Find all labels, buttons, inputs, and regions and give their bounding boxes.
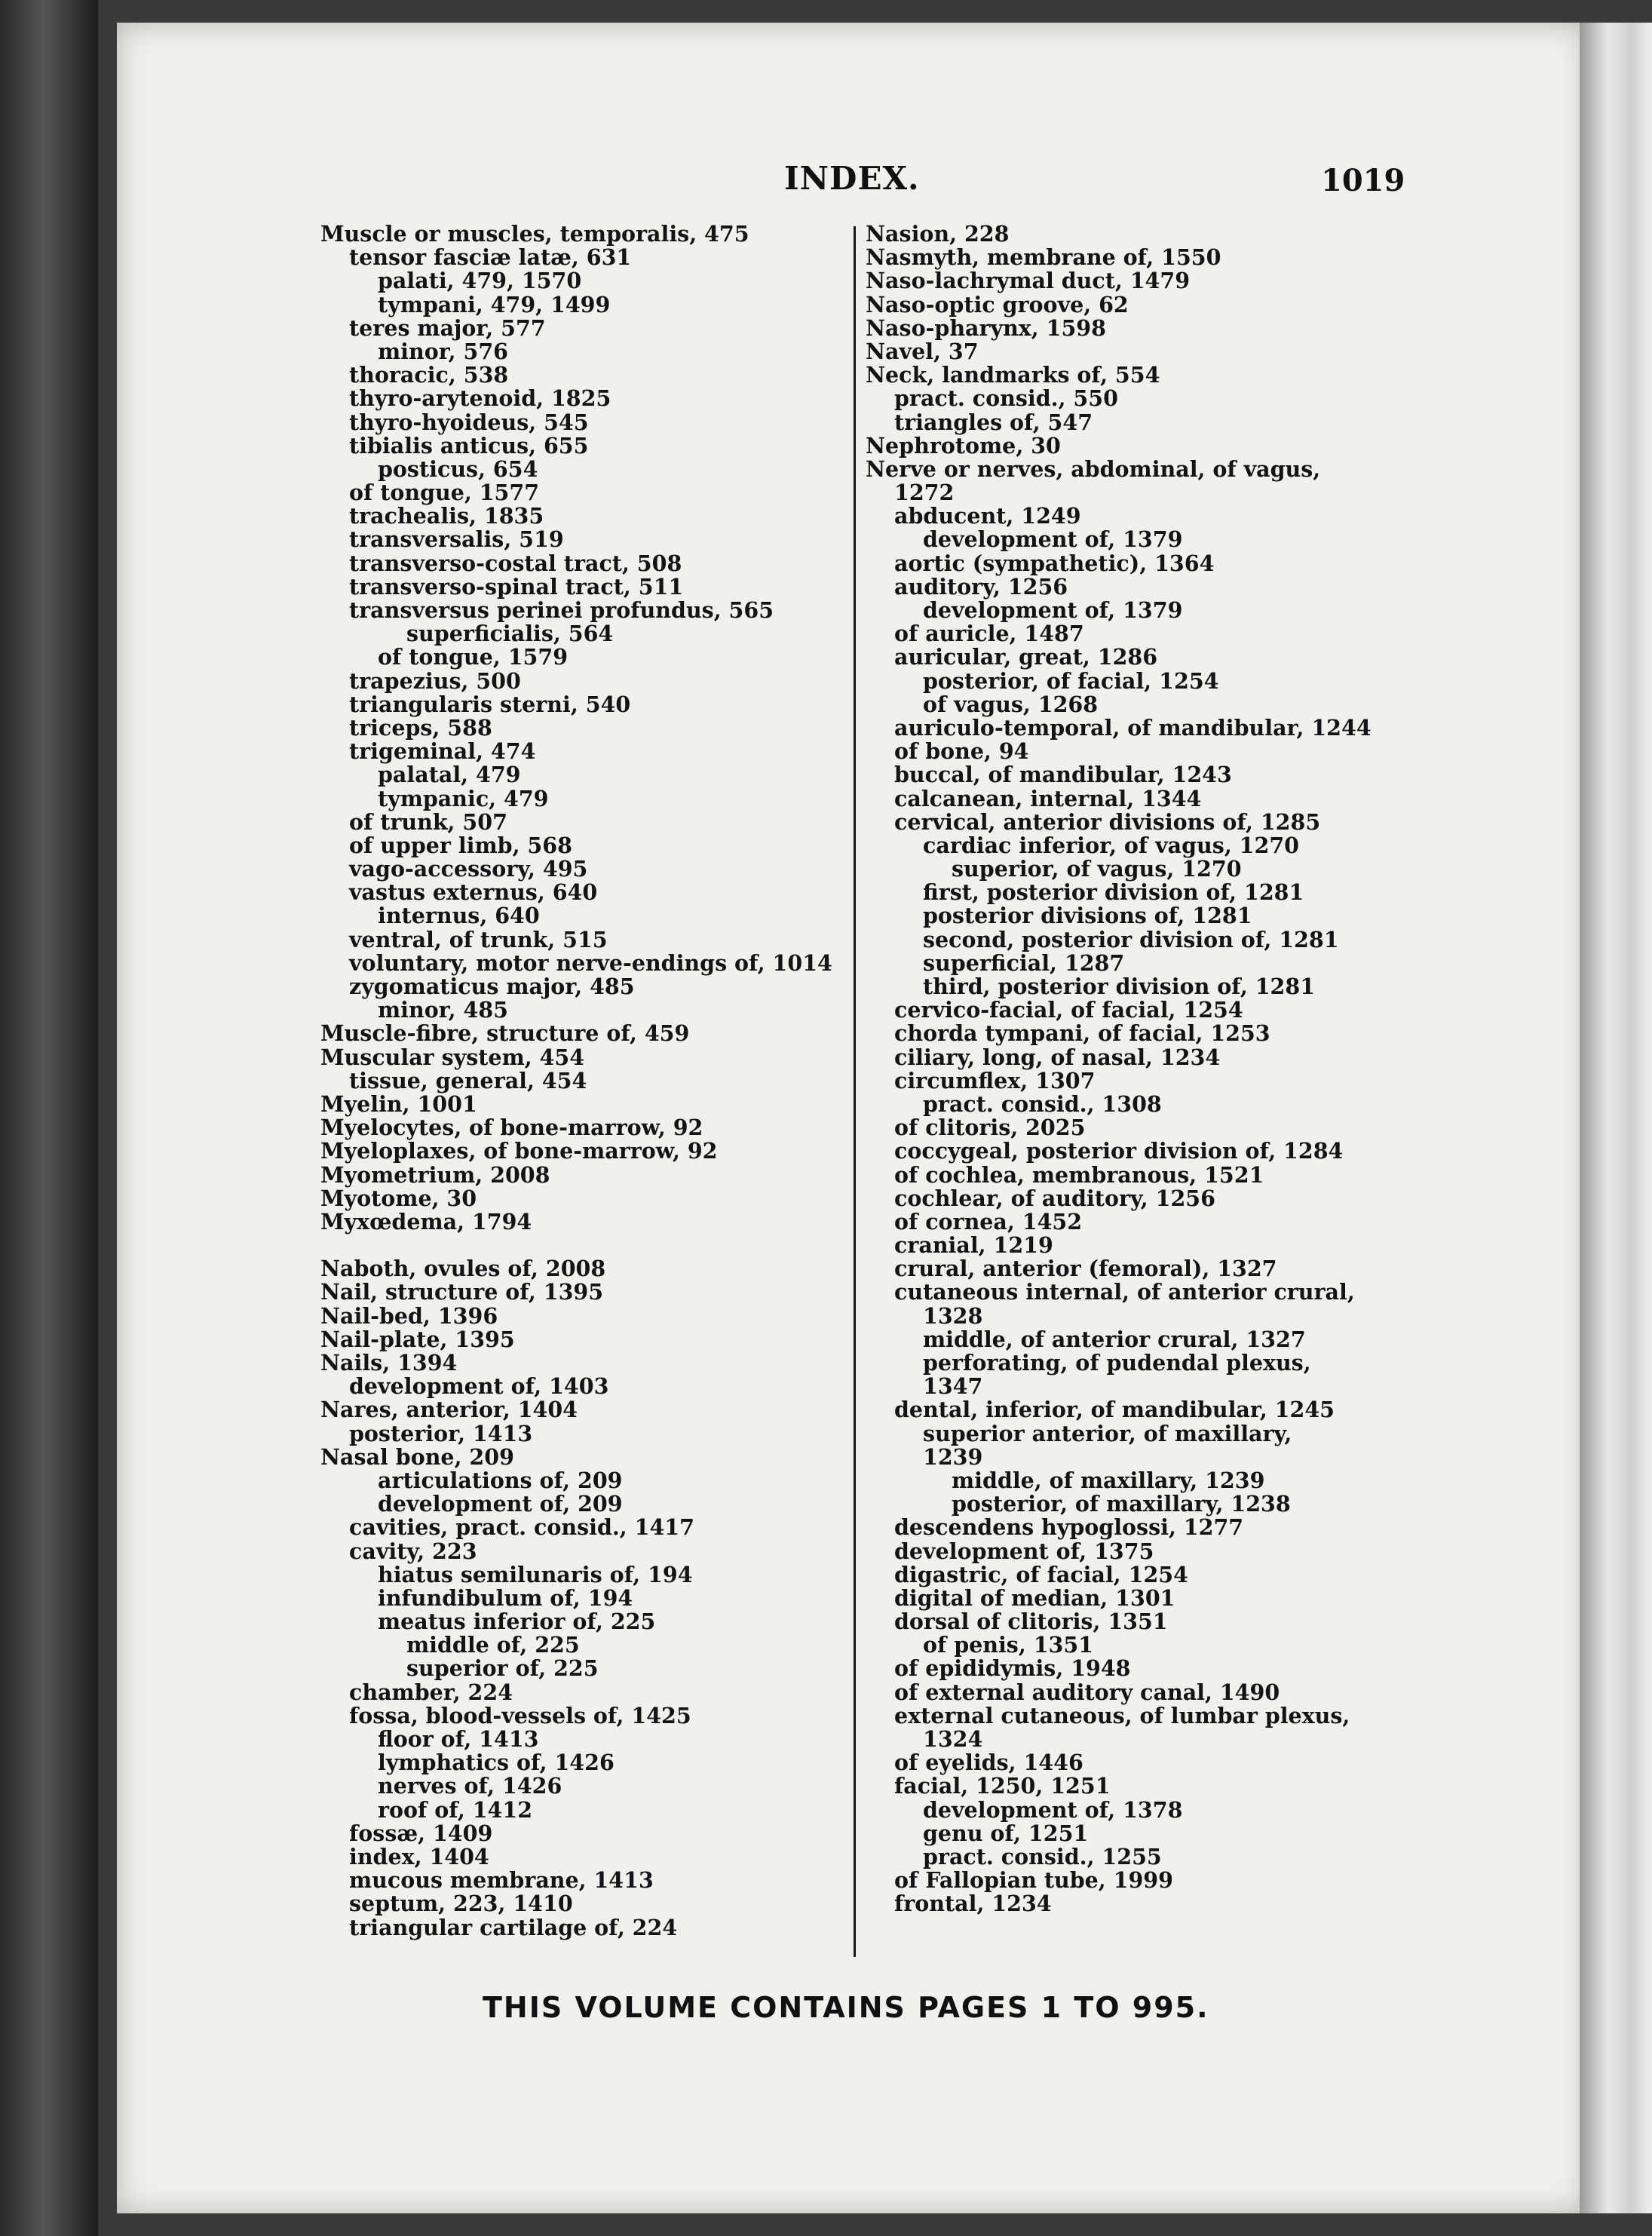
index-entry: transversalis, 519: [349, 526, 564, 553]
index-entry: buccal, of mandibular, 1243: [894, 762, 1232, 788]
index-entry: development of, 1375: [894, 1538, 1154, 1564]
index-entry: pract. consid., 550: [894, 385, 1118, 412]
index-entry: first, posterior division of, 1281: [923, 879, 1304, 906]
index-entry: triangular cartilage of, 224: [349, 1914, 678, 1940]
index-entry: cochlear, of auditory, 1256: [894, 1185, 1215, 1211]
index-entry: middle, of maxillary, 1239: [952, 1467, 1265, 1493]
index-entry: circumflex, 1307: [894, 1067, 1096, 1093]
index-entry: Myotome, 30: [320, 1185, 477, 1211]
index-entry: transverso-spinal tract, 511: [349, 573, 684, 600]
index-entry: posterior, of maxillary, 1238: [952, 1491, 1291, 1517]
index-entry: perforating, of pudendal plexus,: [923, 1350, 1311, 1376]
index-entry: Muscular system, 454: [320, 1044, 585, 1070]
index-entry: vago-accessory, 495: [349, 856, 588, 882]
index-entry: ventral, of trunk, 515: [349, 926, 608, 952]
index-entry: tissue, general, 454: [349, 1067, 587, 1093]
index-entry: chamber, 224: [349, 1679, 513, 1705]
index-entry: auricular, great, 1286: [894, 644, 1158, 670]
index-entry: of trunk, 507: [349, 808, 507, 835]
index-entry: [320, 1234, 841, 1257]
index-entry: superficial, 1287: [923, 949, 1125, 976]
index-entry: facial, 1250, 1251: [894, 1773, 1111, 1799]
index-entry: vastus externus, 640: [349, 879, 598, 906]
index-entry: index, 1404: [349, 1843, 489, 1869]
index-entry: pract. consid., 1308: [923, 1090, 1162, 1117]
index-entry: cavities, pract. consid., 1417: [349, 1514, 694, 1541]
index-entry: triceps, 588: [349, 714, 492, 741]
index-entry: superficialis, 564: [406, 621, 614, 647]
index-entry: pract. consid., 1255: [923, 1843, 1162, 1869]
index-entry: Myelocytes, of bone-marrow, 92: [320, 1115, 703, 1141]
index-entry: coccygeal, posterior division of, 1284: [894, 1138, 1344, 1164]
index-entry: triangles of, 547: [894, 409, 1093, 435]
index-entry: infundibulum of, 194: [378, 1584, 633, 1611]
page-number: 1019: [1321, 163, 1405, 198]
index-entry: 1239: [923, 1443, 983, 1470]
index-entry: Nasmyth, membrane of, 1550: [866, 244, 1221, 271]
index-entry: posticus, 654: [378, 455, 538, 482]
index-entry: of tongue, 1577: [349, 480, 540, 506]
index-entry: Nail-bed, 1396: [320, 1302, 498, 1329]
index-entry: ciliary, long, of nasal, 1234: [894, 1044, 1221, 1070]
index-column-left: [320, 222, 841, 1940]
index-entry: tensor fasciæ latæ, 631: [349, 244, 632, 271]
scan-background-left: [0, 0, 98, 2236]
index-entry: articulations of, 209: [378, 1467, 623, 1493]
index-entry: of external auditory canal, 1490: [894, 1679, 1280, 1705]
index-entry: Myxœdema, 1794: [320, 1208, 532, 1235]
index-entry: septum, 223, 1410: [349, 1891, 573, 1917]
index-entry: of penis, 1351: [923, 1632, 1094, 1658]
index-entry: of upper limb, 568: [349, 832, 572, 858]
index-entry: tympanic, 479: [378, 785, 549, 811]
index-entry: Myeloplaxes, of bone-marrow, 92: [320, 1138, 718, 1164]
index-entry: Muscle-fibre, structure of, 459: [320, 1020, 690, 1047]
index-entry: external cutaneous, of lumbar plexus,: [894, 1702, 1350, 1728]
index-entry: floor of, 1413: [378, 1726, 539, 1752]
index-entry: development of, 1379: [923, 597, 1183, 623]
index-entry: digastric, of facial, 1254: [894, 1561, 1188, 1587]
index-entry: superior of, 225: [406, 1655, 599, 1682]
index-entry: cervico-facial, of facial, 1254: [894, 997, 1243, 1023]
index-entry: cavity, 223: [349, 1538, 477, 1564]
index-entry: Neck, landmarks of, 554: [866, 362, 1160, 388]
index-entry: cranial, 1219: [894, 1232, 1053, 1259]
index-entry: dorsal of clitoris, 1351: [894, 1609, 1168, 1635]
index-entry: crural, anterior (femoral), 1327: [894, 1256, 1277, 1282]
index-entry: 1272: [894, 480, 955, 506]
index-entry: lymphatics of, 1426: [378, 1750, 615, 1776]
index-entry: development of, 1379: [923, 526, 1183, 553]
index-entry: of auricle, 1487: [894, 621, 1084, 647]
index-entry: minor, 576: [378, 338, 508, 364]
index-entry: internus, 640: [378, 903, 540, 929]
index-entry: Nerve or nerves, abdominal, of vagus,: [866, 455, 1321, 482]
index-entry: trapezius, 500: [349, 667, 521, 694]
index-entry: Naboth, ovules of, 2008: [320, 1256, 606, 1282]
index-entry: third, posterior division of, 1281: [923, 974, 1316, 999]
index-entry: trigeminal, 474: [349, 738, 536, 765]
index-entry: thoracic, 538: [349, 362, 509, 388]
column-divider: [854, 226, 856, 1957]
index-entry: development of, 1378: [923, 1796, 1183, 1823]
index-entry: posterior divisions of, 1281: [923, 903, 1252, 929]
index-entry: Nasal bone, 209: [320, 1443, 514, 1470]
index-entry: meatus inferior of, 225: [378, 1609, 656, 1635]
index-entry: palati, 479, 1570: [378, 268, 582, 294]
index-entry: digital of median, 1301: [894, 1584, 1175, 1611]
index-entry: transversus perinei profundus, 565: [349, 597, 774, 623]
index-entry: nerves of, 1426: [378, 1773, 562, 1799]
index-entry: Nail-plate, 1395: [320, 1326, 515, 1352]
index-entry: abducent, 1249: [894, 503, 1081, 529]
index-entry: transverso-costal tract, 508: [349, 550, 682, 576]
index-entry: thyro-hyoideus, 545: [349, 409, 589, 435]
index-column-right: [866, 222, 1393, 1916]
index-entry: roof of, 1412: [378, 1796, 533, 1823]
index-entry: minor, 485: [378, 997, 508, 1023]
index-entry: 1324: [923, 1726, 983, 1752]
index-entry: middle, of anterior crural, 1327: [923, 1326, 1306, 1352]
index-entry: frontal, 1234: [894, 1891, 1052, 1917]
index-entry: zygomaticus major, 485: [349, 974, 635, 999]
index-entry: Nasion, 228: [866, 221, 1010, 247]
index-entry: dental, inferior, of mandibular, 1245: [894, 1397, 1335, 1423]
index-entry: Naso-lachrymal duct, 1479: [866, 268, 1191, 294]
index-entry: Myometrium, 2008: [320, 1161, 550, 1188]
index-entry: Nails, 1394: [320, 1350, 458, 1376]
index-entry: trachealis, 1835: [349, 503, 544, 529]
index-entry: 1347: [923, 1373, 983, 1400]
index-entry: Naso-pharynx, 1598: [866, 314, 1106, 341]
index-entry: second, posterior division of, 1281: [923, 926, 1339, 952]
page-title: INDEX.: [784, 160, 920, 197]
index-entry: of epididymis, 1948: [894, 1655, 1131, 1682]
index-entry: Naso-optic groove, 62: [866, 291, 1129, 317]
index-entry: middle of, 225: [406, 1632, 580, 1658]
index-entry: Navel, 37: [866, 338, 979, 364]
index-entry: triangularis sterni, 540: [349, 691, 631, 717]
index-entry: hiatus semilunaris of, 194: [378, 1561, 693, 1587]
index-entry: descendens hypoglossi, 1277: [894, 1514, 1244, 1541]
volume-notice: THIS VOLUME CONTAINS PAGES 1 TO 995.: [483, 1991, 1209, 2024]
page-edge-right: [1580, 23, 1652, 2213]
index-entry: calcanean, internal, 1344: [894, 785, 1202, 811]
index-entry: posterior, 1413: [349, 1420, 533, 1446]
index-entry: of cochlea, membranous, 1521: [894, 1161, 1264, 1188]
index-entry: Nail, structure of, 1395: [320, 1279, 604, 1305]
index-entry: palatal, 479: [378, 762, 521, 788]
index-entry: chorda tympani, of facial, 1253: [894, 1020, 1270, 1047]
index-entry: posterior, of facial, 1254: [923, 667, 1219, 694]
index-entry: mucous membrane, 1413: [349, 1867, 654, 1894]
index-entry: of eyelids, 1446: [894, 1750, 1083, 1776]
index-entry: development of, 209: [378, 1491, 623, 1517]
index-entry: cutaneous internal, of anterior crural,: [894, 1279, 1355, 1305]
index-entry: of clitoris, 2025: [894, 1115, 1086, 1141]
index-entry: Nares, anterior, 1404: [320, 1397, 578, 1423]
index-entry: of tongue, 1579: [378, 644, 569, 670]
index-entry: 1328: [923, 1302, 983, 1329]
index-entry: aortic (sympathetic), 1364: [894, 550, 1215, 576]
index-entry: auriculo-temporal, of mandibular, 1244: [894, 714, 1372, 741]
index-entry: cardiac inferior, of vagus, 1270: [923, 832, 1299, 858]
index-entry: genu of, 1251: [923, 1820, 1089, 1846]
index-entry: Nephrotome, 30: [866, 432, 1061, 459]
index-entry: of bone, 94: [894, 738, 1029, 765]
index-entry: fossæ, 1409: [349, 1820, 493, 1846]
index-entry: Muscle or muscles, temporalis, 475: [320, 221, 749, 247]
index-entry: thyro-arytenoid, 1825: [349, 385, 611, 412]
index-entry: superior, of vagus, 1270: [952, 856, 1242, 882]
index-entry: voluntary, motor nerve-endings of, 1014: [349, 949, 832, 976]
index-entry: of cornea, 1452: [894, 1208, 1083, 1235]
index-entry: auditory, 1256: [894, 573, 1068, 600]
index-entry: tympani, 479, 1499: [378, 291, 611, 317]
index-entry: cervical, anterior divisions of, 1285: [894, 808, 1321, 835]
index-entry: of vagus, 1268: [923, 691, 1099, 717]
index-entry: of Fallopian tube, 1999: [894, 1867, 1173, 1894]
index-entry: teres major, 577: [349, 314, 546, 341]
index-entry: Myelin, 1001: [320, 1090, 477, 1117]
index-entry: development of, 1403: [349, 1373, 609, 1400]
index-entry: tibialis anticus, 655: [349, 432, 589, 459]
index-entry: superior anterior, of maxillary,: [923, 1420, 1292, 1446]
index-entry: fossa, blood-vessels of, 1425: [349, 1702, 691, 1728]
